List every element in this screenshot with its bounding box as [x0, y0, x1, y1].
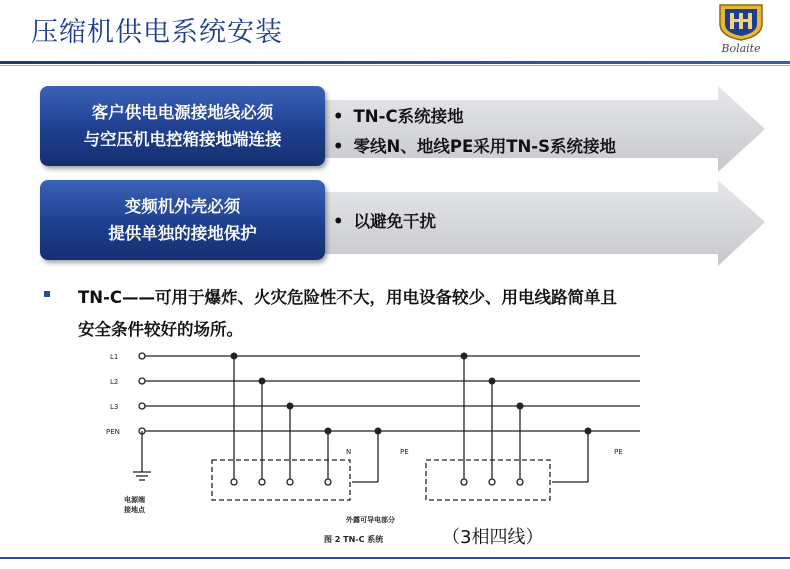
requirement-line: 与空压机电控箱接地端连接 — [83, 130, 282, 149]
paragraph-line: 安全条件较好的场所。 — [78, 320, 243, 339]
square-bullet-icon — [44, 291, 50, 297]
logo-text: Bolaite — [721, 42, 761, 55]
requirement-line: 客户供电电源接地线必须 — [91, 103, 274, 122]
line-label-l2: L2 — [110, 378, 119, 386]
bullet-item: • TN-C系统接地 — [333, 107, 464, 126]
ground-label: 接地点 — [124, 506, 145, 514]
diagram-caption: （3相四线） — [442, 527, 544, 548]
enclosure-label: 外露可导电部分 — [346, 516, 395, 524]
requirement-line: 变频机外壳必须 — [124, 197, 241, 216]
paragraph-line: TN-C——可用于爆炸、火灾危险性不大，用电设备较少、用电线路简单且 — [78, 288, 618, 307]
pe-label-left: PE — [400, 448, 409, 456]
requirement-box-1 — [40, 86, 325, 166]
bullet-item: • 以避免干扰 — [333, 212, 437, 231]
bullet-item: • 零线N、地线PE采用TN-S系统接地 — [333, 137, 617, 156]
footer-divider — [0, 557, 790, 559]
n-label: N — [346, 448, 352, 456]
pe-label-right: PE — [614, 448, 623, 456]
header-divider-thin — [0, 65, 790, 66]
line-label-l1: L1 — [110, 353, 119, 361]
line-label-pen: PEN — [106, 428, 120, 436]
company-logo — [706, 2, 776, 60]
tnc-diagram — [100, 342, 660, 552]
header-divider — [0, 61, 790, 64]
ground-label: 电源端 — [124, 496, 145, 504]
line-label-l3: L3 — [110, 403, 119, 411]
figure-caption: 图 2 TN-C 系统 — [324, 535, 384, 544]
requirement-box-2 — [40, 180, 325, 260]
requirement-line: 提供单独的接地保护 — [108, 224, 257, 243]
logo-emblem-icon — [706, 2, 776, 42]
arrow-banner-1 — [300, 84, 770, 174]
page-title: 压缩机供电系统安装 — [31, 17, 283, 48]
